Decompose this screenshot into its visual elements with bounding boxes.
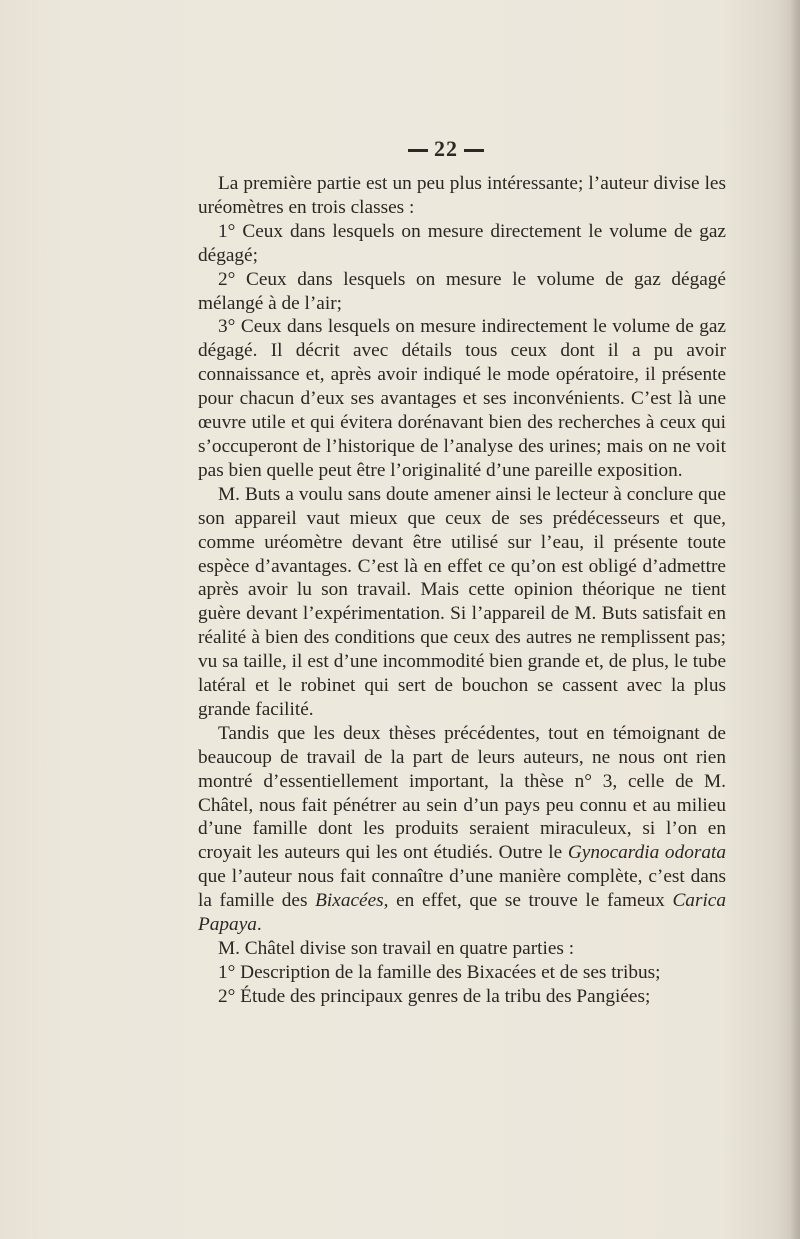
paragraph: M. Châtel divise son travail en quatre parties : — [218, 938, 575, 959]
paragraph: 2° Ceux dans lesquels on mesure le volume de gaz dégagé mélangé à de l’air; — [198, 268, 726, 314]
text-run: que l’auteur nous fait connaître d’une manière complète, c’est dans la famille des — [198, 866, 726, 912]
text-run: Tandis que les deux thèses précédentes, tout en témoignant de beaucoup de travail de la part de leurs auteurs, ne nous ont rien montré d’essentiellement important, la thèse n° 3, celle de M. Châtel, nous fait pénétrer au sein d’un pays peu connu et au milieu d’une famille dont les produits seraient miraculeux, si l’on en croyait les auteurs qui les ont étudiés. Outre le — [198, 722, 726, 864]
paragraph: 1° Ceux dans lesquels on mesure directement le volume de gaz dégagé; — [198, 220, 726, 266]
paragraph-chatel — [198, 722, 726, 937]
text-run: . — [256, 914, 262, 936]
page-edge-shadow — [790, 0, 800, 1239]
text-run: , en effet, que se trouve le fameux — [383, 890, 673, 912]
italic-species-name: Carica Papaya — [198, 890, 726, 936]
page-number-value: 22 — [434, 136, 458, 161]
dash-right — [464, 149, 484, 152]
body-text — [198, 172, 726, 1009]
dash-left — [408, 149, 428, 152]
italic-species-name: Gynocardia odorata — [567, 842, 726, 864]
paragraph: 3° Ceux dans lesquels on mesure indirectement le volume de gaz dégagé. Il décrit avec détails tous ceux dont il a pu avoir connaissance et, après avoir indiqué le mode opératoire, il présente pour chacun d’eux ses avantages et ses inconvénients. C’est là une œuvre utile et qui évitera dorénavant bien des recherches à ceux qui s’occuperont de l’historique de l’analyse des urines; mais on ne voit pas bien quelle peut être l’originalité d’une pareille exposition. — [198, 316, 726, 481]
paragraph: La première partie est un peu plus intéressante; l’auteur divise les uréomètres en trois classes : — [198, 173, 726, 218]
italic-family-name: Bixacées — [315, 890, 384, 912]
paragraph: 2° Étude des principaux genres de la tribu des Pangiées; — [218, 985, 651, 1007]
page-number — [46, 136, 800, 162]
paragraph: 1° Description de la famille des Bixacées et de ses tribus; — [218, 961, 661, 983]
paragraph: M. Buts a voulu sans doute amener ainsi le lecteur à conclure que son appareil vaut mieux que ceux de ses prédécesseurs et que, comme uréomètre devant être utilisé sur l’eau, il présente toute espèce d’avantages. C’est là en effet ce qu’on est obligé d’admettre après avoir lu son travail. Mais cette opinion théorique ne tient guère devant l’expérimentation. Si l’appareil de M. Buts satisfait en réalité à bien des conditions que ceux des autres ne remplissent pas; vu sa taille, il est d’une incommodité bien grande et, de plus, le tube latéral et le robinet qui sert de bouchon se cassent avec la plus grande facilité. — [198, 483, 726, 720]
